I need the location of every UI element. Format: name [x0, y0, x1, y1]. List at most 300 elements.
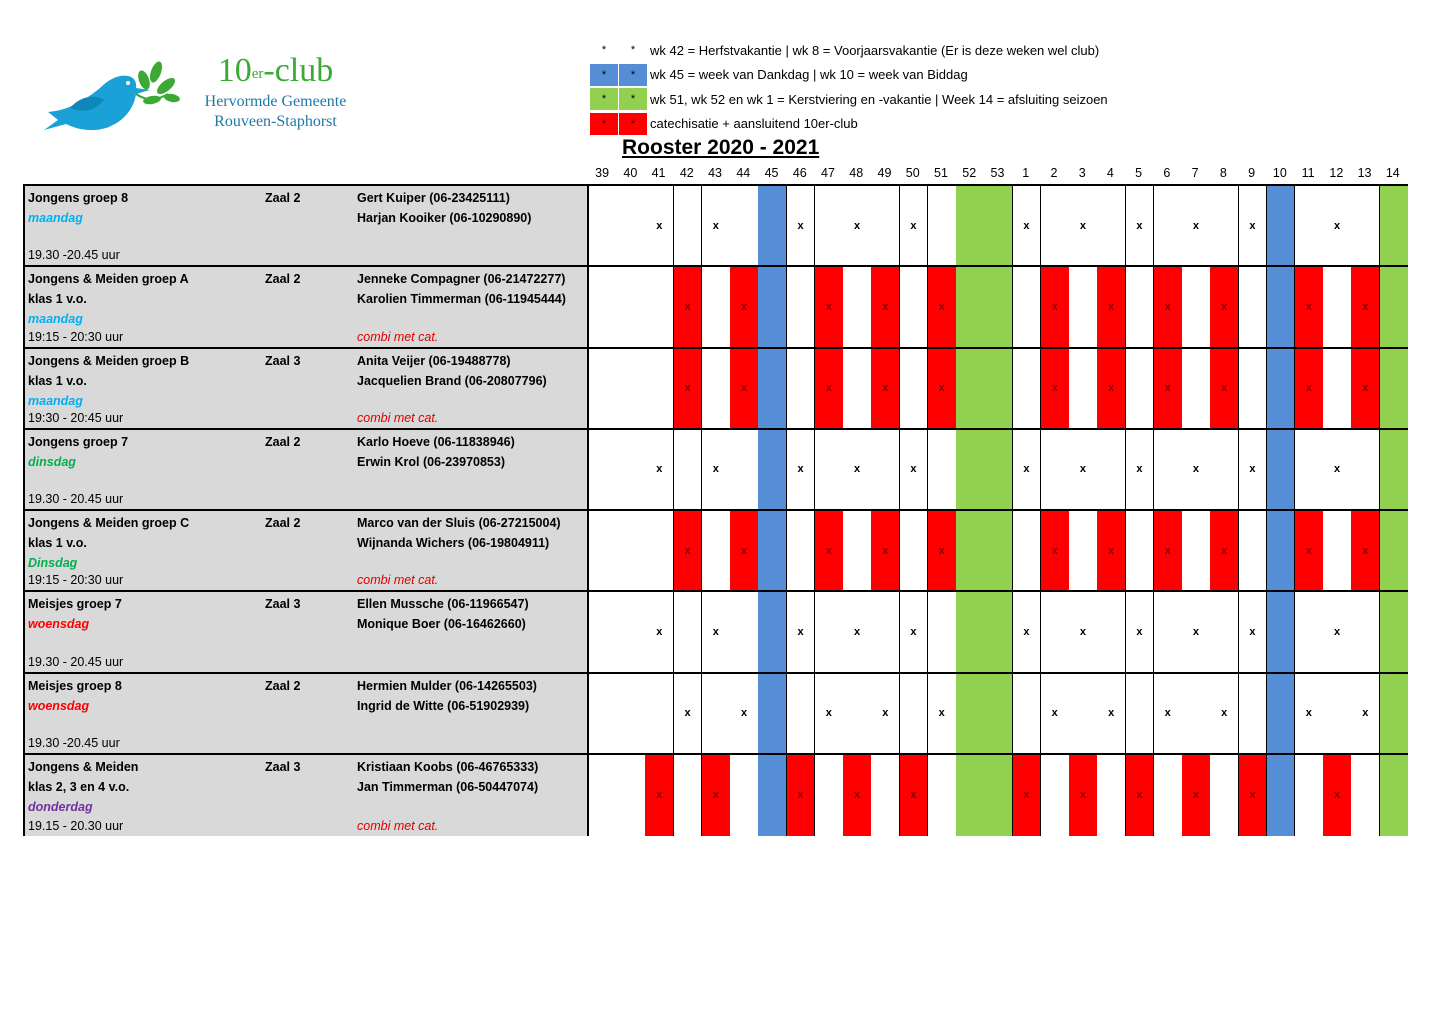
- week-cell: x: [1069, 755, 1098, 836]
- group-time: 19.30 -20.45 uur: [28, 735, 120, 750]
- week-cell: x: [645, 755, 674, 836]
- leader-name: Jacquelien Brand (06-20807796): [357, 373, 547, 388]
- group-leaders: [357, 594, 529, 634]
- legend-swatch: *: [590, 113, 618, 135]
- legend-swatch: *: [619, 88, 647, 110]
- week-cell: [1239, 349, 1268, 428]
- week-cell: [1267, 511, 1296, 590]
- week-cell: [1013, 267, 1042, 346]
- week-cell: [1239, 674, 1268, 753]
- week-number: 51: [934, 166, 948, 180]
- week-cell: x: [1323, 186, 1352, 265]
- week-number: 40: [623, 166, 638, 180]
- week-number: 3: [1078, 166, 1086, 180]
- week-cell: [1295, 755, 1324, 836]
- week-cell: x: [1351, 511, 1380, 590]
- week-cell: [617, 511, 646, 590]
- week-cell: x: [1351, 349, 1380, 428]
- week-cell: [1267, 430, 1296, 509]
- leader-name: Kristiaan Koobs (06-46765333): [357, 759, 539, 774]
- week-cell: [984, 267, 1013, 346]
- week-cell: [1126, 349, 1155, 428]
- group-name: klas 1 v.o.: [28, 292, 87, 307]
- group-name: Jongens & Meiden groep A: [28, 272, 189, 287]
- week-cell: x: [1154, 511, 1183, 590]
- week-cell: x: [1182, 186, 1211, 265]
- week-number: 43: [708, 166, 722, 180]
- week-cell: [589, 430, 618, 509]
- week-cell: [758, 755, 787, 836]
- week-cell: [589, 755, 618, 836]
- legend-swatch: *: [619, 113, 647, 135]
- week-cell: [1041, 186, 1070, 265]
- group-day: woensdag: [28, 698, 90, 713]
- week-cell: x: [928, 511, 957, 590]
- week-cell: x: [1182, 592, 1211, 671]
- group-day: maandag: [28, 211, 83, 225]
- group-name: Jongens groep 8: [28, 191, 129, 205]
- week-cells: [589, 592, 1408, 671]
- week-cell: [1041, 592, 1070, 671]
- week-cell: x: [674, 674, 703, 753]
- week-cell: [730, 755, 759, 836]
- legend-text: wk 45 = week van Dankdag | wk 10 = week van Biddag: [650, 67, 968, 82]
- week-cell: [1267, 755, 1296, 836]
- week-cell: [787, 267, 816, 346]
- week-cell: x: [843, 755, 872, 836]
- week-cell: [1182, 349, 1211, 428]
- week-number: 48: [849, 166, 864, 180]
- week-cell: x: [1351, 267, 1380, 346]
- week-cell: x: [1210, 511, 1239, 590]
- week-cell: [1069, 511, 1098, 590]
- week-cell: [617, 430, 646, 509]
- combi-note: combi met cat.: [357, 410, 439, 425]
- week-cell: x: [1182, 430, 1211, 509]
- week-number: 10: [1272, 166, 1287, 180]
- group-day: maandag: [28, 393, 83, 408]
- week-cell: x: [730, 349, 759, 428]
- week-cell: [1380, 186, 1409, 265]
- week-cell: x: [1041, 674, 1070, 753]
- logo-line2: Rouveen-Staphorst: [214, 113, 337, 130]
- leader-name: Marco van der Sluis (06-27215004): [357, 516, 561, 530]
- week-cell: x: [1126, 592, 1155, 671]
- legend-row: [590, 112, 1108, 136]
- week-cell: [1126, 267, 1155, 346]
- group-row: [25, 592, 1406, 673]
- week-number: 11: [1301, 166, 1315, 180]
- week-cell: [1154, 592, 1183, 671]
- week-number: 42: [679, 166, 694, 180]
- week-cell: [1351, 430, 1380, 509]
- week-number: 47: [821, 166, 835, 180]
- week-cell: [617, 349, 646, 428]
- week-cells: [589, 349, 1408, 428]
- week-cells: [589, 186, 1408, 265]
- week-number: 49: [877, 166, 892, 180]
- week-cell: x: [843, 430, 872, 509]
- week-number: 7: [1191, 166, 1199, 180]
- week-cell: [589, 511, 618, 590]
- week-cell: x: [787, 755, 816, 836]
- week-cell: [1210, 430, 1239, 509]
- group-room: Zaal 3: [265, 597, 301, 612]
- week-cell: x: [1182, 755, 1211, 836]
- week-cell: [1182, 267, 1211, 346]
- week-number: 1: [1022, 166, 1030, 180]
- legend-swatch: *: [619, 64, 647, 86]
- group-info: [25, 267, 589, 346]
- week-cell: x: [1210, 349, 1239, 428]
- week-cell: [1267, 186, 1296, 265]
- group-time: 19.30 - 20.45 uur: [28, 492, 124, 506]
- week-cell: [956, 674, 985, 753]
- week-cell: [871, 592, 900, 671]
- legend-text: catechisatie + aansluitend 10er-club: [650, 116, 858, 131]
- group-name: klas 2, 3 en 4 v.o.: [28, 779, 130, 794]
- week-cell: x: [900, 186, 929, 265]
- week-cell: [871, 430, 900, 509]
- week-number: 5: [1135, 166, 1143, 180]
- group-time: 19.30 - 20.45 uur: [28, 654, 124, 669]
- week-cell: x: [1013, 755, 1042, 836]
- week-cell: [1267, 674, 1296, 753]
- week-cell: [956, 755, 985, 836]
- week-cell: [984, 674, 1013, 753]
- week-cell: [956, 267, 985, 346]
- week-cell: [1126, 674, 1155, 753]
- week-cell: x: [1097, 349, 1126, 428]
- leader-name: Harjan Kooiker (06-10290890): [357, 211, 532, 225]
- week-cell: x: [787, 430, 816, 509]
- group-room: Zaal 3: [265, 353, 301, 368]
- week-cells: [589, 755, 1408, 836]
- week-cell: [1267, 267, 1296, 346]
- group-name: Jongens & Meiden groep C: [28, 516, 190, 530]
- week-cell: [1126, 511, 1155, 590]
- week-cell: [956, 511, 985, 590]
- week-cell: x: [1013, 592, 1042, 671]
- group-row: [25, 349, 1406, 430]
- week-cell: [1097, 430, 1126, 509]
- schedule-title: Rooster 2020 - 2021: [622, 136, 820, 159]
- week-cell: [645, 674, 674, 753]
- group-row: [25, 430, 1406, 511]
- week-cell: x: [871, 349, 900, 428]
- week-cell: [645, 511, 674, 590]
- week-cell: [1380, 592, 1409, 671]
- week-cell: x: [1154, 674, 1183, 753]
- week-cell: [984, 349, 1013, 428]
- week-number: 12: [1329, 166, 1344, 180]
- week-cell: [1267, 349, 1296, 428]
- week-cell: x: [1126, 186, 1155, 265]
- week-cell: x: [1154, 349, 1183, 428]
- week-cell: [1323, 267, 1352, 346]
- leader-name: Jenneke Compagner (06-21472277): [357, 272, 566, 287]
- week-cell: [1380, 267, 1409, 346]
- legend-text: wk 51, wk 52 en wk 1 = Kerstviering en -vakantie | Week 14 = afsluiting seizoen: [650, 91, 1108, 107]
- group-name: klas 1 v.o.: [28, 536, 87, 550]
- week-cell: [815, 430, 844, 509]
- week-cell: x: [1295, 267, 1324, 346]
- combi-note: combi met cat.: [357, 573, 439, 588]
- group-time: 19:30 - 20:45 uur: [28, 410, 124, 425]
- leader-name: Ellen Mussche (06-11966547): [357, 597, 529, 612]
- week-cell: [1182, 674, 1211, 753]
- leader-name: Wijnanda Wichers (06-19804911): [357, 536, 550, 550]
- dove-with-olive-branch-icon: [40, 50, 190, 145]
- week-number: 41: [651, 166, 666, 180]
- week-cell: [815, 186, 844, 265]
- group-row: [25, 186, 1406, 267]
- week-cell: x: [928, 674, 957, 753]
- week-cell: x: [702, 592, 731, 671]
- week-cell: [702, 511, 731, 590]
- leader-name: Gert Kuiper (06-23425111): [357, 191, 510, 205]
- week-cell: [900, 267, 929, 346]
- week-cell: [1013, 674, 1042, 753]
- week-cell: [787, 349, 816, 428]
- week-cell: [1069, 349, 1098, 428]
- week-cell: [787, 511, 816, 590]
- week-cell: [815, 592, 844, 671]
- week-cell: x: [1154, 267, 1183, 346]
- week-cell: [1351, 186, 1380, 265]
- week-cell: [1295, 592, 1324, 671]
- combi-note: combi met cat.: [357, 329, 439, 344]
- week-cell: [1154, 430, 1183, 509]
- week-cell: x: [730, 511, 759, 590]
- combi-note: combi met cat.: [357, 819, 439, 833]
- week-cell: [1013, 511, 1042, 590]
- week-cells: [589, 511, 1408, 590]
- week-cell: x: [702, 186, 731, 265]
- week-cell: [589, 592, 618, 671]
- week-cell: [1380, 430, 1409, 509]
- group-info: [25, 186, 589, 265]
- week-cell: x: [1323, 755, 1352, 836]
- week-cell: x: [1239, 186, 1268, 265]
- legend-swatch: *: [619, 39, 647, 61]
- week-cell: [758, 592, 787, 671]
- week-cell: [645, 267, 674, 346]
- week-cell: x: [871, 511, 900, 590]
- week-cell: [900, 511, 929, 590]
- week-cell: [843, 511, 872, 590]
- week-cell: [1239, 267, 1268, 346]
- week-cell: [674, 592, 703, 671]
- week-cell: [1097, 592, 1126, 671]
- week-number: 44: [736, 166, 751, 180]
- week-cell: [758, 511, 787, 590]
- week-cell: x: [1295, 511, 1324, 590]
- week-cell: [1380, 755, 1409, 836]
- club-logo: [40, 50, 360, 145]
- group-name: Jongens & Meiden groep B: [28, 353, 190, 368]
- group-leaders: [357, 351, 547, 391]
- week-cell: [1239, 511, 1268, 590]
- group-name: Jongens groep 7: [28, 434, 129, 449]
- week-cell: x: [871, 267, 900, 346]
- leader-name: Karolien Timmerman (06-11945444): [357, 292, 566, 307]
- week-cell: [956, 349, 985, 428]
- week-cell: x: [928, 267, 957, 346]
- legend: [590, 38, 1108, 136]
- week-number: 45: [764, 166, 779, 180]
- week-cell: [674, 755, 703, 836]
- week-cell: x: [787, 592, 816, 671]
- week-number: 52: [962, 166, 977, 180]
- week-number: 14: [1385, 166, 1400, 180]
- week-number: 13: [1357, 166, 1372, 180]
- group-day: Dinsdag: [28, 556, 78, 570]
- week-cell: [1267, 592, 1296, 671]
- week-cell: [1069, 267, 1098, 346]
- week-cell: x: [900, 755, 929, 836]
- week-number: 4: [1106, 166, 1114, 180]
- group-day: woensdag: [28, 617, 90, 632]
- group-time: 19:15 - 20:30 uur: [28, 573, 124, 588]
- week-cell: [589, 674, 618, 753]
- week-cell: [1041, 755, 1070, 836]
- group-info: [25, 430, 589, 509]
- week-cell: x: [815, 267, 844, 346]
- week-cell: [730, 430, 759, 509]
- week-cell: x: [1097, 674, 1126, 753]
- week-cell: [1351, 755, 1380, 836]
- group-name: klas 1 v.o.: [28, 373, 87, 388]
- week-cell: x: [1295, 349, 1324, 428]
- week-cell: [702, 349, 731, 428]
- week-cell: [1013, 349, 1042, 428]
- week-number: 8: [1219, 166, 1227, 180]
- week-cell: x: [787, 186, 816, 265]
- week-cell: [730, 592, 759, 671]
- week-cell: x: [1351, 674, 1380, 753]
- group-time: 19.15 - 20.30 uur: [28, 819, 124, 833]
- group-name: Meisjes groep 8: [28, 678, 122, 693]
- week-cell: [871, 186, 900, 265]
- week-cell: x: [815, 511, 844, 590]
- week-cell: [702, 267, 731, 346]
- week-cell: x: [674, 267, 703, 346]
- week-cell: [1351, 592, 1380, 671]
- legend-swatch: *: [590, 39, 618, 61]
- week-cell: [589, 186, 618, 265]
- week-cell: [1210, 592, 1239, 671]
- leader-name: Ingrid de Witte (06-51902939): [357, 698, 530, 713]
- group-leaders: [357, 432, 515, 472]
- week-cell: [1295, 430, 1324, 509]
- legend-row: [590, 63, 1108, 87]
- week-cell: x: [1041, 267, 1070, 346]
- group-time: 19.30 -20.45 uur: [28, 248, 120, 263]
- week-cell: [956, 186, 985, 265]
- group-day: donderdag: [28, 799, 93, 814]
- week-cell: x: [730, 267, 759, 346]
- group-leaders: [357, 269, 566, 309]
- week-cell: x: [1069, 186, 1098, 265]
- week-cell: x: [730, 674, 759, 753]
- week-cells: [589, 674, 1408, 753]
- week-cell: x: [1041, 511, 1070, 590]
- week-cell: [702, 674, 731, 753]
- week-cell: [758, 430, 787, 509]
- week-cell: [589, 267, 618, 346]
- group-room: Zaal 2: [265, 191, 301, 205]
- week-cell: [787, 674, 816, 753]
- week-cell: [956, 592, 985, 671]
- week-cell: [928, 755, 957, 836]
- week-cell: [871, 755, 900, 836]
- week-cell: x: [928, 349, 957, 428]
- group-day: maandag: [28, 312, 83, 327]
- logo-text: [188, 50, 363, 132]
- group-row: [25, 511, 1406, 592]
- week-number: 9: [1248, 166, 1256, 180]
- group-name: Jongens & Meiden: [28, 759, 139, 774]
- week-cell: [1380, 349, 1409, 428]
- leader-name: Erwin Krol (06-23970853): [357, 454, 505, 469]
- week-cell: x: [1013, 430, 1042, 509]
- group-leaders: [357, 188, 531, 228]
- week-cell: x: [645, 430, 674, 509]
- leader-name: Hermien Mulder (06-14265503): [357, 678, 537, 693]
- leader-name: Karlo Hoeve (06-11838946): [357, 434, 515, 449]
- week-cell: [617, 592, 646, 671]
- week-cell: x: [645, 592, 674, 671]
- week-cell: [900, 349, 929, 428]
- week-cell: x: [1126, 430, 1155, 509]
- logo-title: 10er-club: [217, 52, 334, 89]
- week-cell: x: [1097, 511, 1126, 590]
- group-row: [25, 755, 1406, 836]
- week-cell: x: [843, 186, 872, 265]
- week-cell: x: [702, 430, 731, 509]
- week-cell: x: [1126, 755, 1155, 836]
- week-cell: [928, 592, 957, 671]
- week-cell: x: [900, 592, 929, 671]
- week-cell: [1323, 349, 1352, 428]
- week-cell: [815, 755, 844, 836]
- group-leaders: [357, 513, 561, 553]
- week-cell: [758, 186, 787, 265]
- week-cell: [956, 430, 985, 509]
- group-info: [25, 349, 589, 428]
- week-cell: x: [1239, 592, 1268, 671]
- group-info: [25, 592, 589, 671]
- group-leaders: [357, 757, 538, 797]
- week-cell: [1041, 430, 1070, 509]
- week-number: 50: [905, 166, 920, 180]
- group-name: Meisjes groep 7: [28, 597, 122, 612]
- week-cell: [1069, 674, 1098, 753]
- group-row: [25, 674, 1406, 755]
- week-cell: [1097, 755, 1126, 836]
- group-room: Zaal 2: [265, 434, 301, 449]
- week-cell: x: [1041, 349, 1070, 428]
- week-cell: [1097, 186, 1126, 265]
- week-number: 2: [1050, 166, 1058, 180]
- legend-text: wk 42 = Herfstvakantie | wk 8 = Voorjaarsvakantie (Er is deze weken wel club): [650, 42, 1100, 58]
- week-cell: x: [1295, 674, 1324, 753]
- week-cell: [1210, 755, 1239, 836]
- week-cell: [617, 674, 646, 753]
- week-cell: x: [843, 592, 872, 671]
- week-cell: [674, 186, 703, 265]
